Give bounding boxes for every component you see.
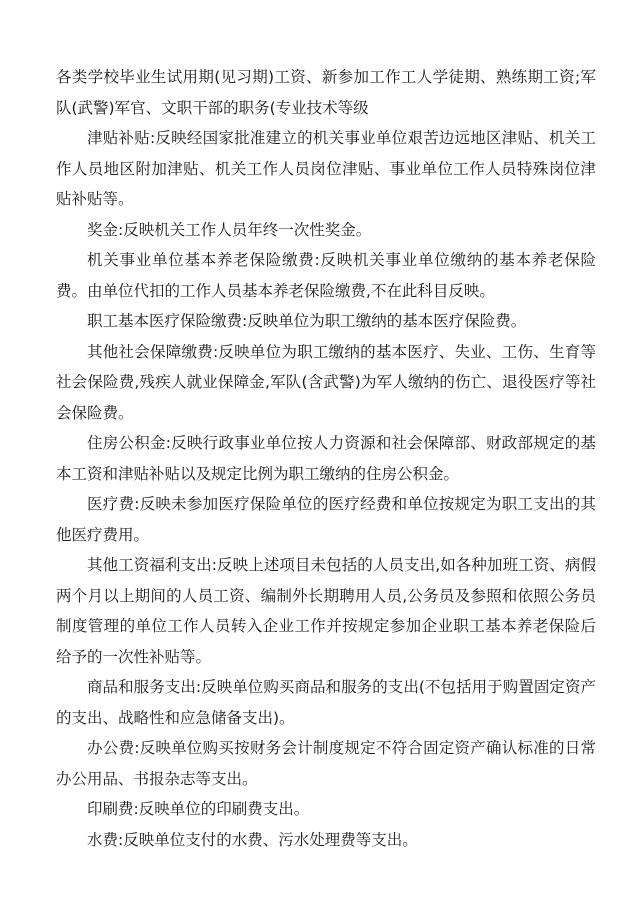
paragraph-housing-fund: 住房公积金:反映行政事业单位按人力资源和社会保障部、财政部规定的基本工资和津贴补贴以及规定比例为职工缴纳的住房公积金。 [56, 434, 596, 483]
paragraph-goods-services: 商品和服务支出:反映单位购买商品和服务的支出(不包括用于购置固定资产的支出、战略性和应急储备支出)。 [56, 678, 596, 727]
paragraph-printing-expenses: 印刷费:反映单位的印刷费支出。 [87, 800, 310, 818]
paragraph-other-social-security: 其他社会保障缴费:反映单位为职工缴纳的基本医疗、失业、工伤、生育等社会保险费,残疾人就业保障金,军队(含武警)为军人缴纳的伤亡、退役医疗等社会保险费。 [56, 342, 596, 422]
paragraph-pension-insurance: 机关事业单位基本养老保险缴费:反映机关事业单位缴纳的基本养老保险费。由单位代扣的工作人员基本养老保险缴费,不在此科目反映。 [56, 251, 596, 300]
paragraph-office-expenses: 办公费:反映单位购买按财务会计制度规定不符合固定资产确认标准的日常办公用品、书报杂志等支出。 [56, 739, 596, 788]
paragraph-bonus: 奖金:反映机关工作人员年终一次性奖金。 [87, 220, 372, 239]
paragraph-salary-continued: 各类学校毕业生试用期(见习期)工资、新参加工作工人学徒期、熟练期工资;军队(武警)军官、文职干部的职务(专业技术等级 [56, 68, 596, 117]
document-body [56, 62, 596, 855]
paragraph-medical-insurance: 职工基本医疗保险缴费:反映单位为职工缴纳的基本医疗保险费。 [87, 312, 527, 330]
paragraph-other-welfare: 其他工资福利支出:反映上述项目未包括的人员支出,如各种加班工资、病假两个月以上期间的人员工资、编制外长期聘用人员,公务员及参照和依照公务员制度管理的单位工作人员转入企业工作并按规定参加企业职工基本养老保险后给予的一次性补贴等。 [56, 556, 596, 666]
paragraph-allowances: 津贴补贴:反映经国家批准建立的机关事业单位艰苦边远地区津贴、机关工作人员地区附加津贴、机关工作人员岗位津贴、事业单位工作人员特殊岗位津贴补贴等。 [56, 129, 596, 208]
paragraph-water-expenses: 水费:反映单位支付的水费、污水处理费等支出。 [87, 830, 418, 849]
paragraph-medical-expenses: 医疗费:反映未参加医疗保险单位的医疗经费和单位按规定为职工支出的其他医疗费用。 [56, 495, 596, 544]
